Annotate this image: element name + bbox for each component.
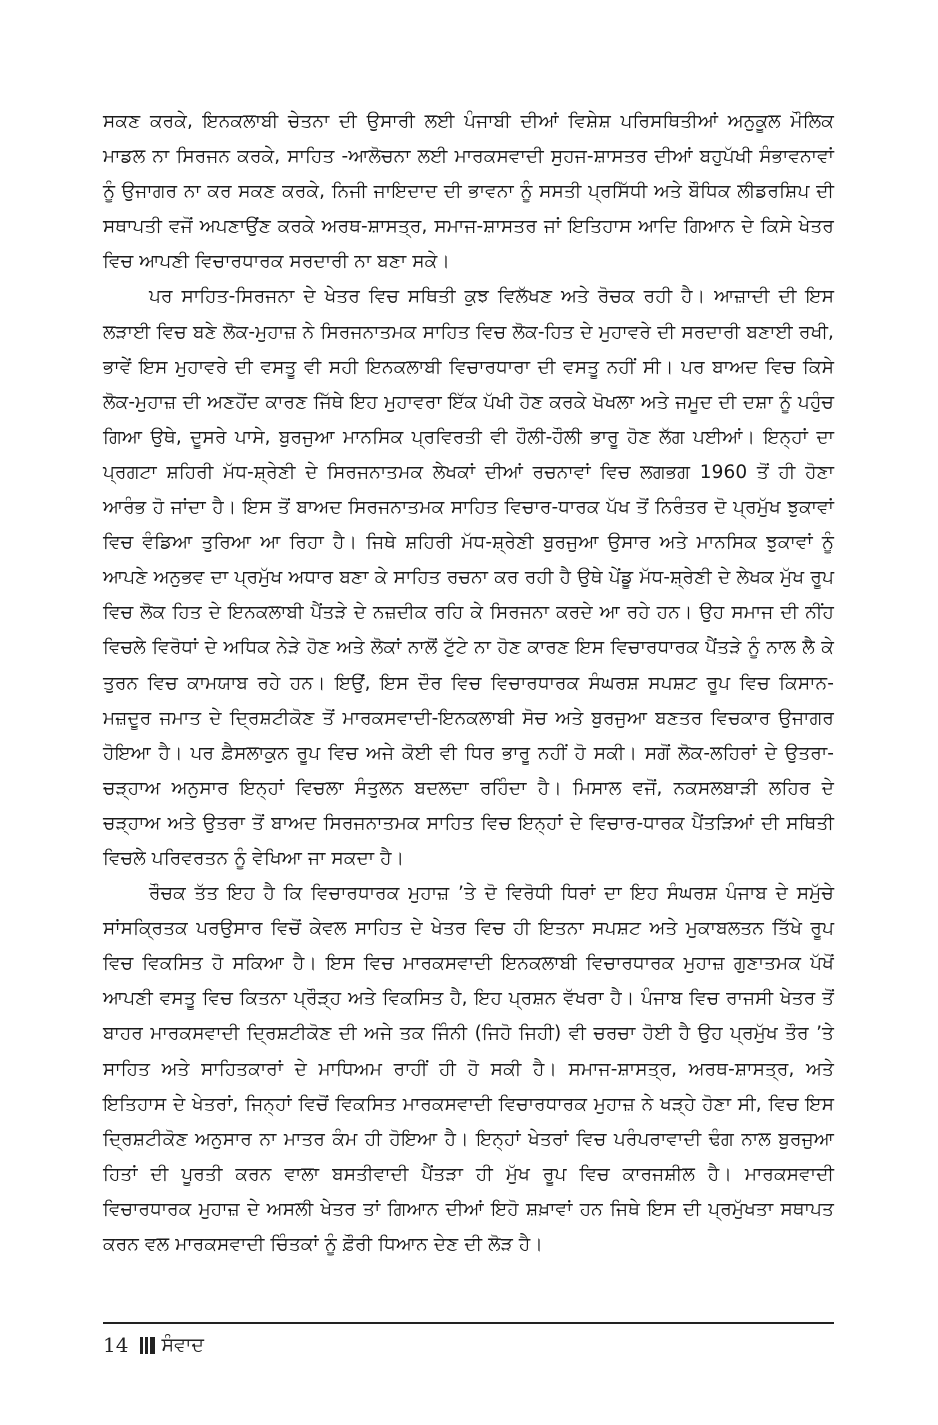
paragraph-literary-creation: ਪਰ ਸਾਹਿਤ-ਸਿਰਜਨਾ ਦੇ ਖੇਤਰ ਵਿਚ ਸਥਿਤੀ ਕੁਝ ਵਿਲੱਖਣ ਅਤੇ ਰੋਚਕ ਰਹੀ ਹੈ। ਆਜ਼ਾਦੀ ਦੀ ਇਸ ਲੜਾਈ ਵਿਚ ਬਣੇ ਲੋਕ-ਮੁਹਾਜ਼ ਨੇ ਸਿਰਜਨਾਤਮਕ ਸਾਹਿਤ ਵਿਚ ਲੋਕ-ਹਿਤ ਦੇ ਮੁਹਾਵਰੇ ਦੀ ਸਰਦਾਰੀ ਬਣਾਈ ਰਖੀ, ਭਾਵੇਂ ਇਸ ਮੁਹਾਵਰੇ ਦੀ ਵਸਤੂ ਵੀ ਸਹੀ ਇਨਕਲਾਬੀ ਵਿਚਾਰਧਾਰਾ ਦੀ ਵਸਤੂ ਨਹੀਂ ਸੀ। ਪਰ ਬਾਅਦ ਵਿਚ ਕਿਸੇ ਲੋਕ-ਮੁਹਾਜ਼ ਦੀ ਅਣਹੋਂਦ ਕਾਰਣ ਜਿੱਥੇ ਇਹ ਮੁਹਾਵਰਾ ਇੱਕ ਪੱਖੀ ਹੋਣ ਕਰਕੇ ਖੋਖਲਾ ਅਤੇ ਜਮੂਦ ਦੀ ਦਸ਼ਾ ਨੂੰ ਪਹੁੰਚ ਗਿਆ ਉਥੇ, ਦੂਸਰੇ ਪਾਸੇ, ਬੁਰਜੁਆ ਮਾਨਸਿਕ ਪ੍ਰਵਿਰਤੀ ਵੀ ਹੌਲੀ-ਹੌਲੀ ਭਾਰੂ ਹੋਣ ਲੱਗ ਪਈਆਂ। ਇਨ੍ਹਾਂ ਦਾ ਪ੍ਰਗਟਾ ਸ਼ਹਿਰੀ ਮੱਧ-ਸ਼੍ਰੇਣੀ ਦੇ ਸਿਰਜਨਾਤਮਕ ਲੇਖਕਾਂ ਦੀਆਂ ਰਚਨਾਵਾਂ ਵਿਚ ਲਗਭਗ 1960 ਤੋਂ ਹੀ ਹੋਣਾ ਆਰੰਭ ਹੋ ਜਾਂਦਾ ਹੈ। ਇਸ ਤੋਂ ਬਾਅਦ ਸਿਰਜਨਾਤਮਕ ਸਾਹਿਤ ਵਿਚਾਰ-ਧਾਰਕ ਪੱਖ ਤੋਂ ਨਿਰੰਤਰ ਦੋ ਪ੍ਰਮੁੱਖ ਝੁਕਾਵਾਂ ਵਿਚ ਵੰਡਿਆ ਤੁਰਿਆ ਆ ਰਿਹਾ ਹੈ। ਜਿਥੇ ਸ਼ਹਿਰੀ ਮੱਧ-ਸ਼੍ਰੇਣੀ ਬੁਰਜੁਆ ਉਸਾਰ ਅਤੇ ਮਾਨਸਿਕ ਝੁਕਾਵਾਂ ਨੂੰ ਆਪਣੇ ਅਨੁਭਵ ਦਾ ਪ੍ਰਮੁੱਖ ਅਧਾਰ ਬਣਾ ਕੇ ਸਾਹਿਤ ਰਚਨਾ ਕਰ ਰਹੀ ਹੈ ਉਥੇ ਪੇਂਡੂ ਮੱਧ-ਸ਼੍ਰੇਣੀ ਦੇ ਲੇਖਕ ਮੁੱਖ ਰੂਪ ਵਿਚ ਲੋਕ ਹਿਤ ਦੇ ਇਨਕਲਾਬੀ ਪੈਂਤੜੇ ਦੇ ਨਜ਼ਦੀਕ ਰਹਿ ਕੇ ਸਿਰਜਨਾ ਕਰਦੇ ਆ ਰਹੇ ਹਨ। ਉਹ ਸਮਾਜ ਦੀ ਨੀਂਹ ਵਿਚਲੇ ਵਿਰੋਧਾਂ ਦੇ ਅਧਿਕ ਨੇੜੇ ਹੋਣ ਅਤੇ ਲੋਕਾਂ ਨਾਲੋਂ ਟੁੱਟੇ ਨਾ ਹੋਣ ਕਾਰਣ ਇਸ ਵਿਚਾਰਧਾਰਕ ਪੈਂਤੜੇ ਨੂੰ ਨਾਲ ਲੈ ਕੇ ਤੁਰਨ ਵਿਚ ਕਾਮਯਾਬ ਰਹੇ ਹਨ। ਇਉਂ, ਇਸ ਦੌਰ ਵਿਚ ਵਿਚਾਰਧਾਰਕ ਸੰਘਰਸ਼ ਸਪਸ਼ਟ ਰੂਪ ਵਿਚ ਕਿਸਾਨ-ਮਜ਼ਦੂਰ ਜਮਾਤ ਦੇ ਦ੍ਰਿਸ਼ਟੀਕੋਣ ਤੋਂ ਮਾਰਕਸਵਾਦੀ-ਇਨਕਲਾਬੀ ਸੋਚ ਅਤੇ ਬੁਰਜੁਆ ਬਣਤਰ ਵਿਚਕਾਰ ਉਜਾਗਰ ਹੋਇਆ ਹੈ। ਪਰ ਫ਼ੈਸਲਾਕੁਨ ਰੂਪ ਵਿਚ ਅਜੇ ਕੋਈ ਵੀ ਧਿਰ ਭਾਰੂ ਨਹੀਂ ਹੋ ਸਕੀ। ਸਗੋਂ ਲੋਕ-ਲਹਿਰਾਂ ਦੇ ਉਤਰਾ-ਚੜ੍ਹਾਅ ਅਨੁਸਾਰ ਇਨ੍ਹਾਂ ਵਿਚਲਾ ਸੰਤੁਲਨ ਬਦਲਦਾ ਰਹਿੰਦਾ ਹੈ। ਮਿਸਾਲ ਵਜੋਂ, ਨਕਸਲਬਾੜੀ ਲਹਿਰ ਦੇ ਚੜ੍ਹਾਅ ਅਤੇ ਉਤਰਾ ਤੋਂ ਬਾਅਦ ਸਿਰਜਨਾਤਮਕ ਸਾਹਿਤ ਵਿਚ ਇਨ੍ਹਾਂ ਦੇ ਵਿਚਾਰ-ਧਾਰਕ ਪੈਂਤੜਿਆਂ ਦੀ ਸਥਿਤੀ ਵਿਚਲੇ ਪਰਿਵਰਤਨ ਨੂੰ ਵੇਖਿਆ ਜਾ ਸਕਦਾ ਹੈ। bbox=[103, 286, 834, 869]
footer-content bbox=[103, 1333, 834, 1357]
paragraph-ideological-front: ਰੌਚਕ ਤੱਤ ਇਹ ਹੈ ਕਿ ਵਿਚਾਰਧਾਰਕ ਮੁਹਾਜ਼ ’ਤੇ ਦੋ ਵਿਰੋਧੀ ਧਿਰਾਂ ਦਾ ਇਹ ਸੰਘਰਸ਼ ਪੰਜਾਬ ਦੇ ਸਮੁੱਚੇ ਸਾਂਸਕ੍ਰਿਤਕ ਪਰਉਸਾਰ ਵਿਚੋਂ ਕੇਵਲ ਸਾਹਿਤ ਦੇ ਖੇਤਰ ਵਿਚ ਹੀ ਇਤਨਾ ਸਪਸ਼ਟ ਅਤੇ ਮੁਕਾਬਲਤਨ ਤਿੱਖੇ ਰੂਪ ਵਿਚ ਵਿਕਸਿਤ ਹੋ ਸਕਿਆ ਹੈ। ਇਸ ਵਿਚ ਮਾਰਕਸਵਾਦੀ ਇਨਕਲਾਬੀ ਵਿਚਾਰਧਾਰਕ ਮੁਹਾਜ਼ ਗੁਣਾਤਮਕ ਪੱਖੋਂ ਆਪਣੀ ਵਸਤੂ ਵਿਚ ਕਿਤਨਾ ਪ੍ਰੌੜ੍ਹ ਅਤੇ ਵਿਕਸਿਤ ਹੈ, ਇਹ ਪ੍ਰਸ਼ਨ ਵੱਖਰਾ ਹੈ। ਪੰਜਾਬ ਵਿਚ ਰਾਜਸੀ ਖੇਤਰ ਤੋਂ ਬਾਹਰ ਮਾਰਕਸਵਾਦੀ ਦ੍ਰਿਸ਼ਟੀਕੋਣ ਦੀ ਅਜੇ ਤਕ ਜਿੰਨੀ (ਜਿਹੋ ਜਿਹੀ) ਵੀ ਚਰਚਾ ਹੋਈ ਹੈ ਉਹ ਪ੍ਰਮੁੱਖ ਤੌਰ ’ਤੇ ਸਾਹਿਤ ਅਤੇ ਸਾਹਿਤਕਾਰਾਂ ਦੇ ਮਾਧਿਅਮ ਰਾਹੀਂ ਹੀ ਹੋ ਸਕੀ ਹੈ। ਸਮਾਜ-ਸ਼ਾਸਤ੍ਰ, ਅਰਥ-ਸ਼ਾਸਤ੍ਰ, ਅਤੇ ਇਤਿਹਾਸ ਦੇ ਖੇਤਰਾਂ, ਜਿਨ੍ਹਾਂ ਵਿਚੋਂ ਵਿਕਸਿਤ ਮਾਰਕਸਵਾਦੀ ਵਿਚਾਰਧਾਰਕ ਮੁਹਾਜ਼ ਨੇ ਖੜ੍ਹੇ ਹੋਣਾ ਸੀ, ਵਿਚ ਇਸ ਦ੍ਰਿਸ਼ਟੀਕੋਣ ਅਨੁਸਾਰ ਨਾ ਮਾਤਰ ਕੰਮ ਹੀ ਹੋਇਆ ਹੈ। ਇਨ੍ਹਾਂ ਖੇਤਰਾਂ ਵਿਚ ਪਰੰਪਰਾਵਾਦੀ ਢੰਗ ਨਾਲ ਬੁਰਜੁਆ ਹਿਤਾਂ ਦੀ ਪੂਰਤੀ ਕਰਨ ਵਾਲਾ ਬਸਤੀਵਾਦੀ ਪੈਂਤੜਾ ਹੀ ਮੁੱਖ ਰੂਪ ਵਿਚ ਕਾਰਜਸ਼ੀਲ ਹੈ। ਮਾਰਕਸਵਾਦੀ ਵਿਚਾਰਧਾਰਕ ਮੁਹਾਜ਼ ਦੇ ਅਸਲੀ ਖੇਤਰ ਤਾਂ ਗਿਆਨ ਦੀਆਂ ਇਹੋ ਸ਼ਖ਼ਾਵਾਂ ਹਨ ਜਿਥੇ ਇਸ ਦੀ ਪ੍ਰਮੁੱਖਤਾ ਸਥਾਪਤ ਕਰਨ ਵਲ ਮਾਰਕਸਵਾਦੀ ਚਿੰਤਕਾਂ ਨੂੰ ਫ਼ੌਰੀ ਧਿਆਨ ਦੇਣ ਦੀ ਲੋੜ ਹੈ। bbox=[103, 883, 835, 1255]
footer-divider bbox=[103, 1322, 834, 1324]
paragraph-continuation: ਸਕਣ ਕਰਕੇ, ਇਨਕਲਾਬੀ ਚੇਤਨਾ ਦੀ ਉਸਾਰੀ ਲਈ ਪੰਜਾਬੀ ਦੀਆਂ ਵਿਸ਼ੇਸ਼ ਪਰਿਸਥਿਤੀਆਂ ਅਨੁਕੂਲ ਮੌਲਿਕ ਮਾਡਲ ਨਾ ਸਿਰਜਨ ਕਰਕੇ, ਸਾਹਿਤ -ਆਲੋਚਨਾ ਲਈ ਮਾਰਕਸਵਾਦੀ ਸੁਹਜ-ਸ਼ਾਸਤਰ ਦੀਆਂ ਬਹੁਪੱਖੀ ਸੰਭਾਵਨਾਵਾਂ ਨੂੰ ਉਜਾਗਰ ਨਾ ਕਰ ਸਕਣ ਕਰਕੇ, ਨਿਜੀ ਜਾਇਦਾਦ ਦੀ ਭਾਵਨਾ ਨੂੰ ਸਸਤੀ ਪ੍ਰਸਿੱਧੀ ਅਤੇ ਬੌਧਿਕ ਲੀਡਰਸ਼ਿਪ ਦੀ ਸਥਾਪਤੀ ਵਜੋਂ ਅਪਣਾਉਂਣ ਕਰਕੇ ਅਰਥ-ਸ਼ਾਸਤ੍ਰ, ਸਮਾਜ-ਸ਼ਾਸਤਰ ਜਾਂ ਇਤਿਹਾਸ ਆਦਿ ਗਿਆਨ ਦੇ ਕਿਸੇ ਖੇਤਰ ਵਿਚ ਆਪਣੀ ਵਿਚਾਰਧਾਰਕ ਸਰਦਾਰੀ ਨਾ ਬਣਾ ਸਕੇ। bbox=[103, 111, 834, 273]
triple-bars-icon bbox=[140, 1337, 155, 1354]
page-footer bbox=[103, 1322, 834, 1357]
page-number: 14 bbox=[103, 1333, 129, 1357]
journal-name: ਸੰਵਾਦ bbox=[161, 1334, 205, 1356]
article-text bbox=[103, 104, 834, 1262]
page-body bbox=[103, 104, 834, 1404]
